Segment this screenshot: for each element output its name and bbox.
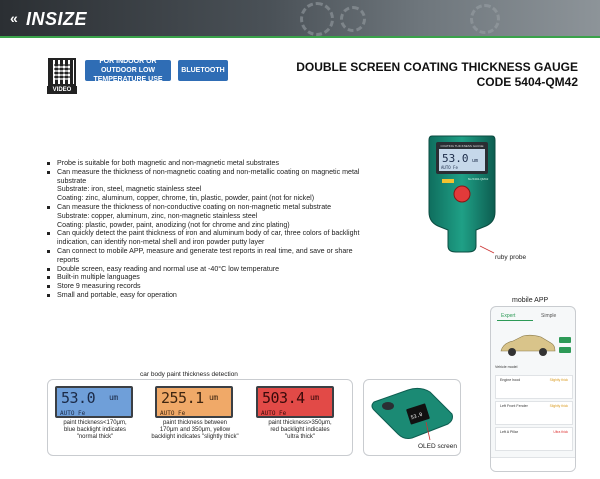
feature-item: Can measure the thickness of non-conductive coating on non-magnetic metal substrate [44,203,374,212]
lcd-value: 53.0 [61,389,96,407]
device-model-label: No.5404-QM42 [467,177,489,181]
product-title: DOUBLE SCREEN COATING THICKNESS GAUGE [296,60,578,74]
lcd-mode: AUTO Fe [60,410,86,417]
app-section-status: Ultra thick [553,430,568,434]
app-section-status: Slightly thick [549,378,568,382]
app-vehicle-label: Vehicle model [495,365,518,369]
header-banner [0,0,600,38]
device-screen-header: COATING THICKNESS GAUGE [440,144,484,148]
lcd-value: 503.4 [262,389,305,407]
lcd-unit: um [109,393,118,402]
oled-device-image [368,384,456,442]
app-section-label: Left A Pillar [500,430,518,434]
caption-ultra-thick: paint thickness>350μm, red backlight indicates "ultra thick" [268,420,332,441]
gear-decoration-icon [340,6,366,32]
app-tab-simple[interactable]: Simple [541,313,557,319]
app-section-label: Engine hood [500,378,521,382]
caption-slightly-thick: paint thickness between 170μm and 350μm, yellow backlight indicates "slightly thick" [151,420,239,441]
lcd-mode: AUTO Fe [261,410,287,417]
qr-code-icon[interactable] [48,58,76,86]
bluetooth-badge: BLUETOOTH [178,60,228,81]
mobile-app-label: mobile APP [512,297,549,304]
oled-screen-label: OLED screen [418,443,458,450]
ruby-probe-label: ruby probe [495,254,527,261]
indoor-outdoor-badge: FOR INDOOR OR OUTDOOR LOW TEMPERATURE USE [85,60,171,81]
car-image [497,331,557,359]
feature-item: Double screen, easy reading and normal use at -40°C low temperature [44,265,374,274]
device-screen-mode: AUTO Fe [441,165,458,170]
feature-subitem: Substrate: copper, aluminum, zinc, non-magnetic stainless steel [57,211,258,220]
car-body-detection-label: car body paint thickness detection [140,371,238,378]
lcd-normal [55,386,133,418]
feature-subitem: Substrate: iron, steel, magnetic stainless steel [57,185,202,194]
gauge-device-image [428,134,496,254]
feature-subitem: Coating: plastic, powder, paint, anodizing (not for chrome and zinc plating) [57,220,290,229]
banner-accent-stripe [0,36,600,38]
brand-logo: INSIZE [26,9,88,29]
lcd-slightly-thick [155,386,233,418]
caption-normal: paint thickness<170μm, blue backlight indicates "normal thick" [63,420,127,441]
app-section-status: Slightly thick [549,404,568,408]
lcd-value: 255.1 [161,389,204,407]
lcd-unit: um [209,393,218,402]
lcd-ultra-thick [256,386,334,418]
device-screen-value: 53.0 [442,152,469,165]
gear-decoration-icon [470,4,500,34]
feature-item: Small and portable, easy for operation [44,291,374,300]
product-title-block [296,60,578,90]
app-tab-expert[interactable]: Expert [501,313,516,319]
lcd-mode: AUTO Fe [160,410,186,417]
feature-item: Store 9 measuring records [44,282,374,291]
lcd-unit: um [310,393,319,402]
mobile-app-screenshot [490,306,576,472]
feature-item: Can quickly detect the paint thickness of iron and aluminum body of car, three colors of backlight indication, can identify non-metal shell and iron powder putty layer [44,229,374,247]
oled-value: 53.0 [410,411,424,422]
feature-item: Can measure the thickness of non-magnetic coating and non-metallic coating on magnetic metal substrate [44,168,374,186]
logo-mark-icon: « [10,10,18,26]
feature-item: Can connect to mobile APP, measure and generate test reports in real time, and save or share reports [44,247,374,265]
feature-subitem: Coating: zinc, aluminum, copper, chrome, tin, plastic, powder, paint (not for nickel) [57,194,315,203]
video-label: VIDEO [47,86,77,94]
feature-list [44,159,374,300]
product-code: CODE 5404-QM42 [476,75,578,89]
device-screen-unit: um [472,158,479,164]
gear-decoration-icon [300,2,334,36]
feature-item: Built-in multiple languages [44,273,374,282]
app-section-label: Left Front Fender [500,404,528,408]
feature-item: Probe is suitable for both magnetic and non-magnetic metal substrates [44,159,374,168]
